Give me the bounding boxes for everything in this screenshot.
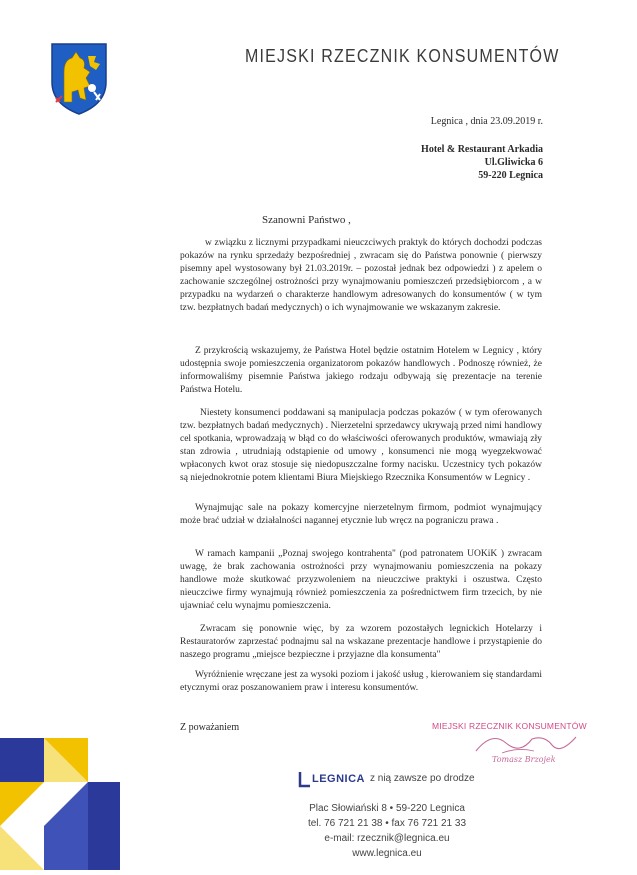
legnica-geometric-logo-icon	[0, 738, 120, 870]
brand-line	[298, 772, 498, 788]
brand-slogan: z nią zawsze po drodze	[370, 773, 475, 784]
legnica-brand-mark-icon	[298, 772, 310, 788]
recipient-city: 59-220 Legnica	[478, 170, 543, 181]
paragraph-1: w związku z licznymi przypadkami nieuczciwych praktyk do których dochodzi podczas pokazów na rynku sprzedaży bezpośredniej , zwracam się do Państwa ponownie ( pierwszy pisemny apel wystosowany był 21.03.2019r. – pozostał jednak bez odpowiedzi ) z apelem o zachowanie szczególnej ostrożności przy wynajmowaniu pomieszczeń przedsiębiorcom , a w przypadku na wydarzeń o charakterze handlowym adresowanych do konsumentów ( w tym tzw. bezpłatnych badań medycznych) o ich wynajmowanie we wskazanym zakresie.	[180, 238, 542, 313]
date-line: Legnica , dnia 23.09.2019 r.	[430, 116, 543, 127]
official-stamp	[432, 721, 592, 771]
stamp-org: MIEJSKI RZECZNIK KONSUMENTÓW	[432, 721, 587, 731]
footer-website[interactable]: www.legnica.eu	[352, 848, 422, 859]
footer-email[interactable]: e-mail: rzecznik@legnica.eu	[324, 833, 450, 844]
salutation: Szanowni Państwo ,	[262, 214, 351, 226]
paragraph-7: Wyróżnienie wręczane jest za wysoki poziom i jakość usług , kierowaniem się standardami etycznymi oraz poszanowaniem praw i interesu konsumentów.	[180, 670, 542, 693]
recipient-address	[421, 143, 543, 182]
footer-phone-fax: tel. 76 721 21 38 • fax 76 721 21 33	[307, 818, 467, 829]
brand-name: LEGNICA	[312, 773, 365, 785]
legnica-coat-of-arms-icon	[50, 42, 108, 116]
closing: Z poważaniem	[180, 722, 240, 733]
paragraph-3: Niestety konsumenci poddawani są manipulacja podczas pokazów ( w tym oferowanych tzw. bezpłatnych badań medycznych) . Nierzetelni sprzedawcy ukrywają przed nimi handlowy cel spotkania, wprowadzają w błąd co do właściwości oferowanych produktów, wmawiają zły stan zdrowia , utrudniają odstąpienie od umowy , konsumenci nie mogą wyegzekwować wpłaconych kwot oraz stosuje się niedopuszczalne formy nacisku. Uczestnicy tych pokazów są niejednokrotnie potem klientami Biura Miejskiego Rzecznika Konsumentów w Legnicy .	[180, 408, 542, 483]
stamp-signer: Tomasz Brzojek	[492, 755, 556, 764]
paragraph-2: Z przykrością wskazujemy, że Państwa Hotel będzie ostatnim Hotelem w Legnicy , który udostępnia swoje pomieszczenia organizatorom pokazów handlowych . Podnoszę również, że informowaliśmy pisemnie Państwa jakiego rodzaju odbywają się prezentacje na terenie Państwa Hotelu.	[180, 346, 542, 395]
footer-address: Plac Słowiański 8 • 59-220 Legnica	[309, 803, 465, 814]
paragraph-6: Zwracam się ponownie więc, by za wzorem pozostałych legnickich Hotelarzy i Restauratorów zaprzestać podnajmu sal na wskazane prezentacje handlowe i przystąpienie do naszego programu „miejsce bezpieczne i przyjazne dla konsumenta"	[180, 624, 542, 660]
recipient-street: Ul.Gliwicka 6	[484, 157, 543, 168]
org-title: MIEJSKI RZECZNIK KONSUMENTÓW	[245, 47, 560, 67]
paragraph-5: W ramach kampanii „Poznaj swojego kontrahenta" (pod patronatem UOKiK ) zwracam uwagę, że brak zachowania ostrożności przy wynajmowaniu pomieszczenia na pokazy handlowe może skutkować przyzwoleniem na nieuczciwe praktyki i oszustwa. Często nieuczciwe firmy wynajmują również pomieszczenia za pośrednictwem firm trzecich, by nie ujawniać celu wynajmu pomieszczenia.	[180, 549, 542, 611]
paragraph-4: Wynajmując sale na pokazy komercyjne nierzetelnym firmom, podmiot wynajmujący może brać udział w działalności nagannej etycznie lub wręcz na pograniczu prawa .	[180, 503, 542, 526]
recipient-name: Hotel & Restaurant Arkadia	[421, 144, 543, 155]
